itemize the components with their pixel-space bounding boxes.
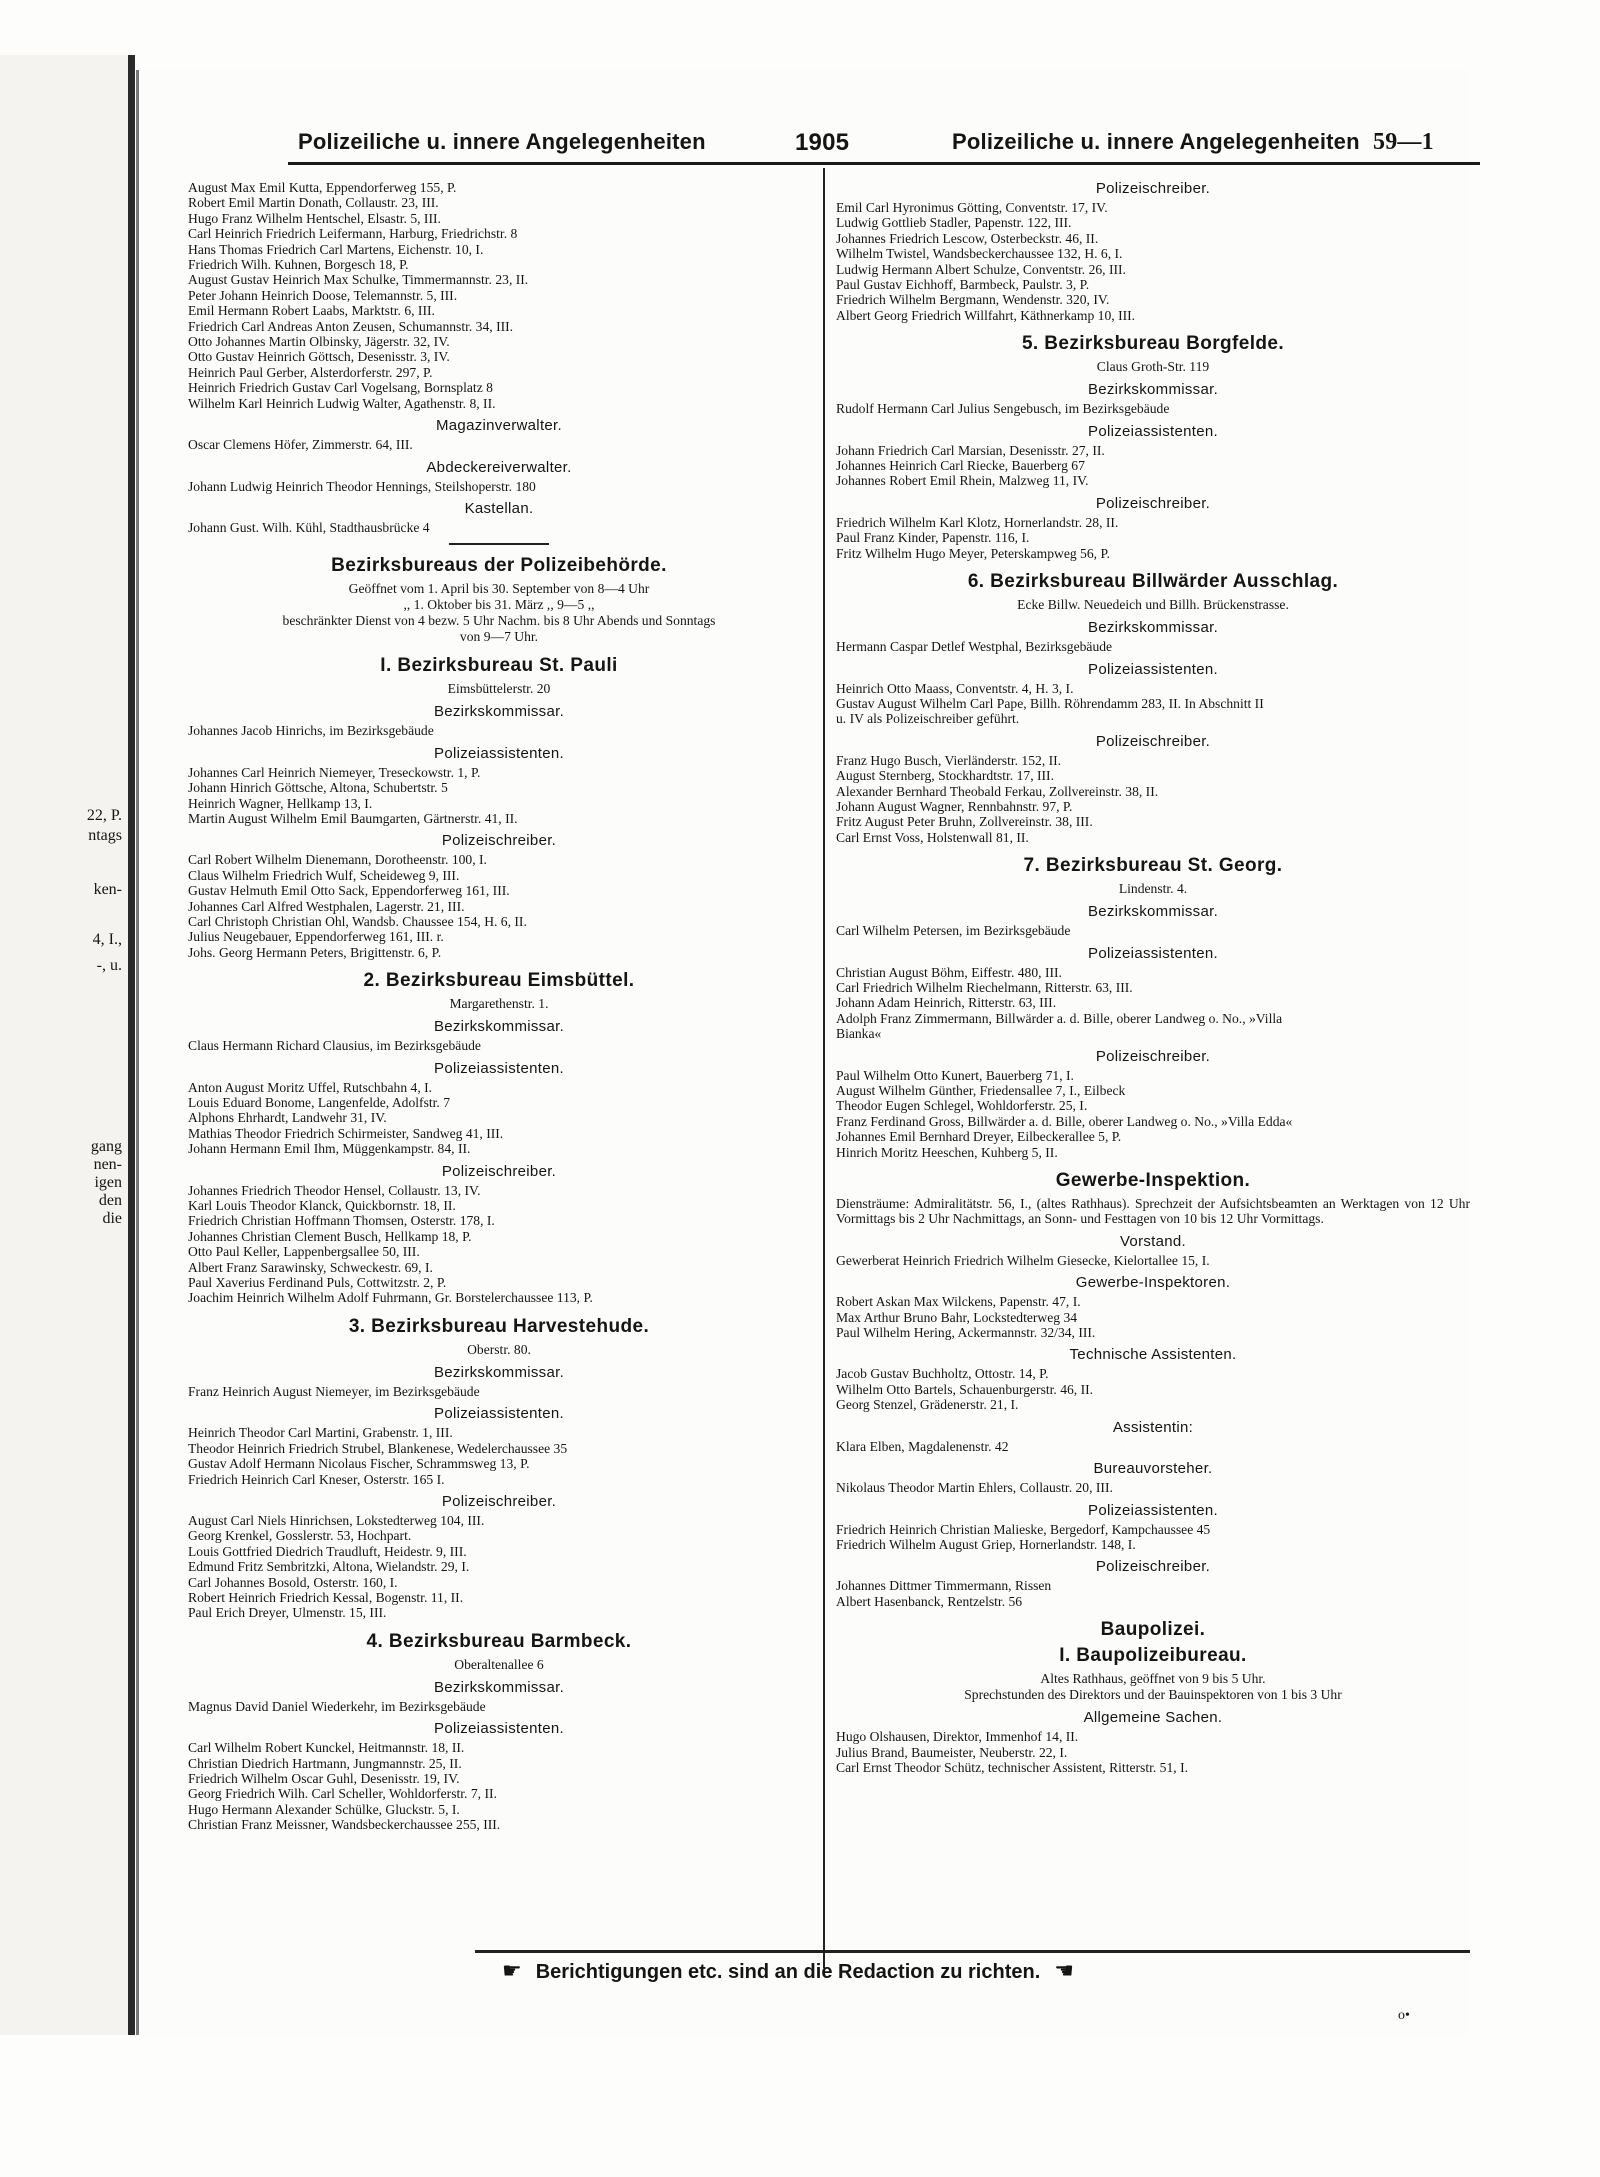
section-heading: Polizeischreiber. — [441, 832, 557, 850]
magazin-entries — [188, 437, 810, 452]
list-item: Claus Wilhelm Friedrich Wulf, Scheideweg 9, III. — [188, 867, 460, 883]
section-heading: Bezirkskommissar. — [433, 1363, 565, 1381]
list-item: Johs. Georg Hermann Peters, Brigittenstr. 6, P. — [188, 944, 442, 960]
list-item: Klara Elben, Magdalenenstr. 42 — [836, 1438, 1009, 1454]
list-item: Wilhelm Karl Heinrich Ludwig Walter, Agathenstr. 8, II. — [188, 395, 496, 411]
abdecker-entries — [188, 479, 810, 494]
list-item: Mathias Theodor Friedrich Schirmeister, Sandweg 41, III. — [188, 1125, 504, 1141]
section-heading: Polizeiassistenten. — [1088, 1501, 1218, 1519]
baupolizei-info — [836, 1671, 1470, 1703]
section-heading: Bezirkskommissar. — [1087, 381, 1219, 399]
edge-fragment: ntags — [88, 827, 122, 844]
bureau-1-kommissar — [188, 723, 810, 738]
bureau-2-assistenten — [188, 1080, 810, 1157]
list-item: Joachim Heinrich Wilhelm Adolf Fuhrmann, Gr. Borstelerchaussee 113, P. — [188, 1290, 593, 1306]
footer-rule — [475, 1950, 1470, 1953]
section-heading: Gewerbe-Inspektoren. — [1075, 1274, 1231, 1292]
bureau-3-title: 3. Bezirksbureau Harvestehude. — [348, 1315, 650, 1337]
info-line: Sprechstunden des Direktors und der Bauinspektoren von 1 bis 3 Uhr — [964, 1687, 1342, 1703]
bureau-3-schreiber — [188, 1513, 810, 1621]
assistentin-entries — [836, 1439, 1470, 1454]
info-line: von 9—7 Uhr. — [459, 629, 539, 645]
list-item: Friedrich Wilhelm Oscar Guhl, Desenisstr. 19, IV. — [188, 1770, 460, 1786]
list-item: Paul Erich Dreyer, Ulmenstr. 15, III. — [188, 1605, 387, 1621]
list-item: Otto Gustav Heinrich Göttsch, Desenisstr. 3, IV. — [188, 349, 450, 365]
list-item: Peter Johann Heinrich Doose, Telemannstr. 5, III. — [188, 287, 458, 303]
list-item: Christian Franz Meissner, Wandsbeckerchaussee 255, III. — [188, 1817, 501, 1833]
list-item: Carl Ernst Theodor Schütz, technischer Assistent, Ritterstr. 51, I. — [836, 1759, 1188, 1775]
bureau-4-address: Oberaltenallee 6 — [454, 1656, 544, 1672]
section-heading: Polizeiassistenten. — [434, 1720, 564, 1738]
header-year: 1905 — [795, 129, 850, 156]
bureau-2-title: 2. Bezirksbureau Eimsbüttel. — [363, 970, 635, 992]
list-item: Johann Ludwig Heinrich Theodor Hennings, Steilshoperstr. 180 — [188, 478, 536, 494]
list-item: Johann Hermann Emil Ihm, Müggenkampstr. 84, II. — [188, 1141, 471, 1157]
section-heading: Bureauvorsteher. — [1093, 1460, 1213, 1478]
section-heading: Polizeiassistenten. — [1088, 944, 1218, 962]
list-item: Rudolf Hermann Carl Julius Sengebusch, im Bezirksgebäude — [836, 401, 1170, 417]
left-column — [188, 180, 810, 1833]
list-item: Nikolaus Theodor Martin Ehlers, Collaustr. 20, III. — [836, 1480, 1113, 1496]
list-item: Johannes Carl Heinrich Niemeyer, Treseckowstr. 1, P. — [188, 764, 481, 780]
list-item: Franz Heinrich August Niemeyer, im Bezirksgebäude — [188, 1383, 480, 1399]
list-item: Johann August Wagner, Rennbahnstr. 97, P. — [836, 798, 1073, 814]
section-heading: Vorstand. — [1119, 1232, 1187, 1250]
list-item: Alexander Bernhard Theobald Ferkau, Zollvereinstr. 38, II. — [836, 783, 1159, 799]
section-rule — [449, 543, 549, 545]
section-heading: Polizeischreiber. — [1095, 180, 1211, 197]
previous-page-edge — [0, 55, 135, 2035]
list-item: Theodor Eugen Schlegel, Wohldorferstr. 25, I. — [836, 1098, 1088, 1114]
list-item: Heinrich Otto Maass, Conventstr. 4, H. 3, I. — [836, 680, 1074, 696]
bureau-5-schreiber — [836, 515, 1470, 561]
lead-entries — [188, 180, 810, 411]
bureau-7-kommissar — [836, 923, 1470, 938]
list-item: Paul Wilhelm Otto Kunert, Bauerberg 71, I. — [836, 1067, 1074, 1083]
bureau-5-address: Claus Groth-Str. 119 — [1096, 359, 1210, 375]
section-heading: Bezirkskommissar. — [433, 1678, 565, 1696]
bureau-6-title: 6. Bezirksbureau Billwärder Ausschlag. — [967, 571, 1339, 593]
allgemeine-sachen — [836, 1729, 1470, 1775]
section-heading: Polizeiassistenten. — [434, 744, 564, 762]
section-heading: Bezirkskommissar. — [433, 1018, 565, 1036]
list-item: Johann Gust. Wilh. Kühl, Stadthausbrücke 4 — [188, 519, 430, 535]
list-item: Emil Hermann Robert Laabs, Marktstr. 6, III. — [188, 303, 435, 319]
section-heading: Bezirkskommissar. — [1087, 619, 1219, 637]
section-heading: Polizeischreiber. — [1095, 1558, 1211, 1576]
edge-fragment: nen- — [93, 1156, 122, 1173]
list-item: Carl Friedrich Wilhelm Riechelmann, Ritterstr. 63, III. — [836, 979, 1133, 995]
list-item: Julius Neugebauer, Eppendorferweg 161, III. r. — [188, 929, 444, 945]
list-item: Theodor Heinrich Friedrich Strubel, Blankenese, Wedelerchaussee 35 — [188, 1440, 568, 1456]
list-item: Gustav August Wilhelm Carl Pape, Billh. Röhrendamm 283, II. In Abschnitt II — [836, 695, 1264, 711]
bureau-5-assistenten — [836, 443, 1470, 489]
list-item: Franz Hugo Busch, Vierländerstr. 152, II. — [836, 752, 1062, 768]
list-item: Jacob Gustav Buchholtz, Ottostr. 14, P. — [836, 1366, 1049, 1382]
list-item: Hugo Olshausen, Direktor, Immenhof 14, II. — [836, 1729, 1079, 1745]
bureau-1-address: Eimsbüttelerstr. 20 — [447, 681, 551, 697]
list-item: Johannes Dittmer Timmermann, Rissen — [836, 1578, 1052, 1594]
section-heading: Polizeischreiber. — [441, 1162, 557, 1180]
list-item: Johannes Emil Bernhard Dreyer, Eilbeckerallee 5, P. — [836, 1129, 1122, 1145]
list-item: Emil Carl Hyronimus Götting, Conventstr. 17, IV. — [836, 200, 1108, 215]
edge-fragment: -, u. — [96, 957, 122, 974]
bureau-6-address: Ecke Billw. Neuedeich und Billh. Brückenstrasse. — [1017, 597, 1289, 613]
edge-fragment: ken- — [93, 881, 122, 898]
list-item: u. IV als Polizeischreiber geführt. — [836, 711, 1020, 727]
bureau-7-assistenten — [836, 965, 1470, 1042]
edge-fragment: 4, I., — [92, 931, 122, 948]
gewerbe-polizeiassistenten — [836, 1522, 1470, 1553]
edge-fragment: gang — [90, 1138, 122, 1155]
section-heading: Polizeischreiber. — [1095, 732, 1211, 750]
section-heading: Abdeckereiverwalter. — [426, 458, 572, 476]
list-item: Johann Friedrich Carl Marsian, Desenisstr. 27, II. — [836, 442, 1105, 458]
list-item: Hinrich Moritz Heeschen, Kuhberg 5, II. — [836, 1144, 1058, 1160]
list-item: Friedrich Wilhelm August Griep, Hornerlandstr. 148, I. — [836, 1536, 1136, 1552]
list-item: Martin August Wilhelm Emil Baumgarten, Gärtnerstr. 41, II. — [188, 810, 518, 826]
info-line: Geöffnet vom 1. April bis 30. September von 8—4 Uhr — [348, 581, 650, 597]
list-item: Georg Stenzel, Grädenerstr. 21, I. — [836, 1397, 1019, 1413]
bureau-4-title: 4. Bezirksbureau Barmbeck. — [366, 1630, 632, 1652]
right-column — [836, 180, 1470, 1775]
list-item: Hermann Caspar Detlef Westphal, Bezirksgebäude — [836, 639, 1113, 655]
bureau-7-address: Lindenstr. 4. — [1118, 881, 1188, 897]
list-item: Otto Paul Keller, Lappenbergsallee 50, III. — [188, 1244, 420, 1260]
list-item: Georg Krenkel, Gosslerstr. 53, Hochpart. — [188, 1528, 412, 1544]
list-item: Wilhelm Twistel, Wandsbeckerchaussee 132, H. 6, I. — [836, 246, 1123, 262]
bureau-3-assistenten — [188, 1425, 810, 1487]
info-line: ,, 1. Oktober bis 31. März ,, 9—5 ,, — [403, 597, 595, 613]
section-heading: Bezirkskommissar. — [1087, 903, 1219, 921]
list-item: Louis Gottfried Diedrich Traudluft, Heidestr. 9, III. — [188, 1543, 467, 1559]
section-heading: Technische Assistenten. — [1069, 1346, 1237, 1364]
edge-fragment: igen — [94, 1174, 122, 1191]
list-item: Carl Wilhelm Petersen, im Bezirksgebäude — [836, 923, 1071, 939]
list-item: Adolph Franz Zimmermann, Billwärder a. d. Bille, oberer Landweg o. No., »Villa — [836, 1010, 1283, 1026]
list-item: Paul Xaverius Ferdinand Puls, Cottwitzstr. 2, P. — [188, 1275, 447, 1291]
list-item: Heinrich Theodor Carl Martini, Grabenstr. 1, III. — [188, 1425, 453, 1441]
list-item: Fritz August Peter Bruhn, Zollvereinstr. 38, III. — [836, 814, 1093, 830]
list-item: Ludwig Hermann Albert Schulze, Conventstr. 26, III. — [836, 261, 1126, 277]
list-item: Otto Johannes Martin Olbinsky, Jägerstr. 32, IV. — [188, 334, 450, 350]
list-item: Heinrich Paul Gerber, Alsterdorferstr. 297, P. — [188, 364, 433, 380]
list-item: Robert Askan Max Wilckens, Papenstr. 47, I. — [836, 1294, 1081, 1310]
list-item: Karl Louis Theodor Klanck, Quickbornstr. 18, II. — [188, 1198, 456, 1214]
section-heading: Kastellan. — [464, 499, 534, 517]
list-item: Friedrich Christian Hoffmann Thomsen, Osterstr. 178, I. — [188, 1213, 495, 1229]
list-item: Friedrich Wilhelm Bergmann, Wendenstr. 320, IV. — [836, 292, 1110, 308]
list-item: Christian Diedrich Hartmann, Jungmannstr. 25, II. — [188, 1755, 462, 1771]
list-item: August Max Emil Kutta, Eppendorferweg 155, P. — [188, 180, 457, 195]
section-heading: Bezirkskommissar. — [433, 703, 565, 721]
section-heading: Polizeiassistenten. — [434, 1059, 564, 1077]
baupolizei-title: Baupolizei. — [1100, 1619, 1206, 1641]
bureau-1-schreiber — [188, 852, 810, 960]
list-item: Carl Wilhelm Robert Kunckel, Heitmannstr. 18, II. — [188, 1740, 465, 1756]
list-item: Johannes Robert Emil Rhein, Malzweg 11, IV. — [836, 473, 1089, 489]
page-mark: o• — [1398, 2008, 1410, 2023]
bureau-4-assistenten — [188, 1740, 810, 1832]
section-heading: Assistentin: — [1112, 1418, 1194, 1436]
bureau-3-address: Oberstr. 80. — [467, 1341, 531, 1357]
bureau-5-kommissar — [836, 401, 1470, 416]
header-rule — [288, 162, 1480, 165]
gewerbe-info: Diensträume: Admiralitätstr. 56, I., (altes Rathhaus). Sprechzeit der Aufsichtsbeamten an Werktagen von 12 Uhr Vormittags bis 2 Uhr Nachmittags, an Sonn- und Festtagen von 10 bis 12 Uhr Vormittags. — [836, 1196, 1470, 1227]
edge-fragment: den — [98, 1192, 122, 1209]
header-left-title: Polizeiliche u. innere Angelegenheiten — [298, 129, 706, 154]
list-item: Robert Emil Martin Donath, Collaustr. 23, III. — [188, 195, 439, 211]
list-item: Paul Wilhelm Hering, Ackermannstr. 32/34, III. — [836, 1325, 1096, 1341]
baupolizeibureau-title: I. Baupolizeibureau. — [1059, 1645, 1247, 1667]
list-item: Paul Gustav Eichhoff, Barmbeck, Paulstr. 3, P. — [836, 277, 1090, 293]
list-item: Carl Robert Wilhelm Dienemann, Dorotheenstr. 100, I. — [188, 852, 487, 868]
kastellan-entries — [188, 520, 810, 535]
gewerbe-inspektion-title: Gewerbe-Inspektion. — [1055, 1170, 1251, 1192]
section-heading: Allgemeine Sachen. — [1083, 1709, 1223, 1727]
bureau-2-address: Margarethenstr. 1. — [449, 996, 549, 1012]
list-item: Heinrich Friedrich Gustav Carl Vogelsang, Bornsplatz 8 — [188, 380, 493, 396]
list-item: Alphons Ehrhardt, Landwehr 31, IV. — [188, 1110, 387, 1126]
bureau-4-kommissar — [188, 1699, 810, 1714]
list-item: Anton August Moritz Uffel, Rutschbahn 4, I. — [188, 1079, 433, 1095]
list-item: Albert Hasenbanck, Rentzelstr. 56 — [836, 1593, 1023, 1609]
footer-text: Berichtigungen etc. sind an die Redaction zu richten. — [535, 1961, 1041, 1983]
bureau-5-title: 5. Bezirksbureau Borgfelde. — [1021, 333, 1285, 355]
list-item: Friedrich Wilh. Kuhnen, Borgesch 18, P. — [188, 257, 409, 273]
edge-fragment: die — [102, 1210, 122, 1227]
bureau-7-schreiber — [836, 1068, 1470, 1160]
bureau-6-kommissar — [836, 639, 1470, 654]
list-item: Max Arthur Bruno Bahr, Lockstedterweg 34 — [836, 1309, 1078, 1325]
edge-fragment: 22, P. — [86, 807, 122, 824]
list-item: Johannes Friedrich Lescow, Osterbeckstr. 46, II. — [836, 230, 1099, 246]
bureau-2-schreiber — [188, 1183, 810, 1306]
list-item: Albert Georg Friedrich Willfahrt, Käthnerkamp 10, III. — [836, 307, 1136, 323]
section-heading: Polizeiassistenten. — [434, 1405, 564, 1423]
list-item: Friedrich Heinrich Christian Malieske, Bergedorf, Kampchaussee 45 — [836, 1521, 1211, 1537]
list-item: Carl Ernst Voss, Holstenwall 81, II. — [836, 829, 1029, 845]
section-heading: Polizeiassistenten. — [1088, 660, 1218, 678]
list-item: Albert Franz Sarawinsky, Schweckestr. 69, I. — [188, 1259, 433, 1275]
list-item: Hugo Hermann Alexander Schülke, Gluckstr. 5, I. — [188, 1801, 460, 1817]
list-item: Friedrich Heinrich Carl Kneser, Osterstr. 165 I. — [188, 1471, 445, 1487]
section-heading: Polizeiassistenten. — [1088, 422, 1218, 440]
section-heading: Magazinverwalter. — [436, 417, 562, 435]
gewerbe-polizeischreiber — [836, 1578, 1470, 1609]
list-item: Johannes Friedrich Theodor Hensel, Collaustr. 13, IV. — [188, 1182, 481, 1198]
info-line: beschränkter Dienst von 4 bezw. 5 Uhr Nachm. bis 8 Uhr Abends und Sonntags — [282, 613, 716, 629]
info-line: Altes Rathhaus, geöffnet von 9 bis 5 Uhr. — [1040, 1671, 1266, 1687]
list-item: Louis Eduard Bonome, Langenfelde, Adolfstr. 7 — [188, 1095, 451, 1110]
list-item: Georg Friedrich Wilh. Carl Scheller, Wohldorferstr. 7, II. — [188, 1786, 497, 1802]
list-item: Claus Hermann Richard Clausius, im Bezirksgebäude — [188, 1038, 481, 1054]
list-item: Paul Franz Kinder, Papenstr. 116, I. — [836, 530, 1030, 546]
bureau-6-assistenten — [836, 681, 1470, 727]
list-item: Friedrich Wilhelm Karl Klotz, Hornerlandstr. 28, II. — [836, 514, 1119, 530]
list-item: August Wilhelm Günther, Friedensallee 7, I., Eilbeck — [836, 1083, 1126, 1098]
section-heading: Polizeischreiber. — [441, 1492, 557, 1510]
list-item: Johannes Heinrich Carl Riecke, Bauerberg 67 — [836, 458, 1085, 474]
list-item: Johannes Jacob Hinrichs, im Bezirksgebäude — [188, 723, 434, 739]
bureau-1-title: I. Bezirksbureau St. Pauli — [380, 655, 618, 677]
list-item: Ludwig Gottlieb Stadler, Papenstr. 122, III. — [836, 215, 1072, 231]
section-heading: Polizeischreiber. — [1095, 494, 1211, 512]
list-item: Hans Thomas Friedrich Carl Martens, Eichenstr. 10, I. — [188, 241, 484, 257]
list-item: Johann Hinrich Göttsche, Altona, Schubertstr. 5 — [188, 780, 448, 796]
list-item: Wilhelm Otto Bartels, Schauenburgerstr. 46, II. — [836, 1381, 1094, 1397]
bezirksbureaus-title: Bezirksbureaus der Polizeibehörde. — [331, 555, 667, 577]
page-number: 59—1 — [1373, 129, 1434, 155]
list-item: Heinrich Wagner, Hellkamp 13, I. — [188, 795, 373, 811]
list-item: Gewerberat Heinrich Friedrich Wilhelm Giesecke, Kielortallee 15, I. — [836, 1252, 1210, 1268]
list-item: Johannes Carl Alfred Westphalen, Lagerstr. 21, III. — [188, 898, 465, 914]
bureau-3-kommissar — [188, 1384, 810, 1399]
list-item: Edmund Fritz Sembritzki, Altona, Wielandstr. 29, I. — [188, 1559, 470, 1575]
list-item: Franz Ferdinand Gross, Billwärder a. d. Bille, oberer Landweg o. No., »Villa Edda« — [836, 1113, 1293, 1129]
running-header — [150, 123, 1470, 163]
list-item: Christian August Böhm, Eiffestr. 480, III. — [836, 964, 1062, 980]
list-item: Oscar Clemens Höfer, Zimmerstr. 64, III. — [188, 437, 413, 453]
column-divider — [823, 168, 825, 1968]
list-item: Fritz Wilhelm Hugo Meyer, Peterskampweg 56, P. — [836, 545, 1110, 561]
footer-notice — [488, 1958, 1088, 1984]
section-heading: Polizeischreiber. — [1095, 1047, 1211, 1065]
list-item: Magnus David Daniel Wiederkehr, im Bezirksgebäude — [188, 1698, 486, 1714]
bureau-7-title: 7. Bezirksbureau St. Georg. — [1023, 855, 1283, 877]
bureau-6-schreiber — [836, 753, 1470, 845]
list-item: Carl Johannes Bosold, Osterstr. 160, I. — [188, 1574, 398, 1590]
list-item: Gustav Adolf Hermann Nicolaus Fischer, Schrammsweg 13, P. — [188, 1456, 530, 1472]
list-item: Robert Heinrich Friedrich Kessal, Bogenstr. 11, II. — [188, 1589, 464, 1605]
opening-hours — [188, 581, 810, 645]
list-item: Hugo Franz Wilhelm Hentschel, Elsastr. 5, III. — [188, 210, 441, 226]
list-item: Carl Heinrich Friedrich Leifermann, Harburg, Friedrichstr. 8 — [188, 226, 518, 242]
list-item: August Carl Niels Hinrichsen, Lokstedterweg 104, III. — [188, 1512, 485, 1528]
list-item: Julius Brand, Baumeister, Neuberstr. 22, I. — [836, 1744, 1068, 1760]
bureau-4-schreiber — [836, 200, 1470, 323]
list-item: August Sternberg, Stockhardtstr. 17, III. — [836, 768, 1054, 784]
list-item: Johann Adam Heinrich, Ritterstr. 63, III. — [836, 995, 1057, 1011]
header-right-title: Polizeiliche u. innere Angelegenheiten — [952, 129, 1360, 154]
bureauvorsteher-entries — [836, 1480, 1470, 1495]
vorstand-entries — [836, 1253, 1470, 1268]
list-item: Johannes Christian Clement Busch, Hellkamp 18, P. — [188, 1228, 472, 1244]
technische-assistenten — [836, 1366, 1470, 1412]
pointing-hand-right-icon: ☛ — [502, 1958, 522, 1983]
list-item: Friedrich Carl Andreas Anton Zeusen, Schumannstr. 34, III. — [188, 318, 514, 334]
list-item: Gustav Helmuth Emil Otto Sack, Eppendorferweg 161, III. — [188, 883, 510, 899]
bureau-1-assistenten — [188, 765, 810, 827]
bureau-2-kommissar — [188, 1038, 810, 1053]
pointing-hand-left-icon: ☚ — [1054, 1958, 1074, 1983]
gewerbe-inspektoren — [836, 1294, 1470, 1340]
list-item: Carl Christoph Christian Ohl, Wandsb. Chaussee 154, H. 6, II. — [188, 913, 527, 929]
list-item: Bianka« — [836, 1026, 882, 1042]
list-item: August Gustav Heinrich Max Schulke, Timmermannstr. 23, II. — [188, 272, 529, 288]
